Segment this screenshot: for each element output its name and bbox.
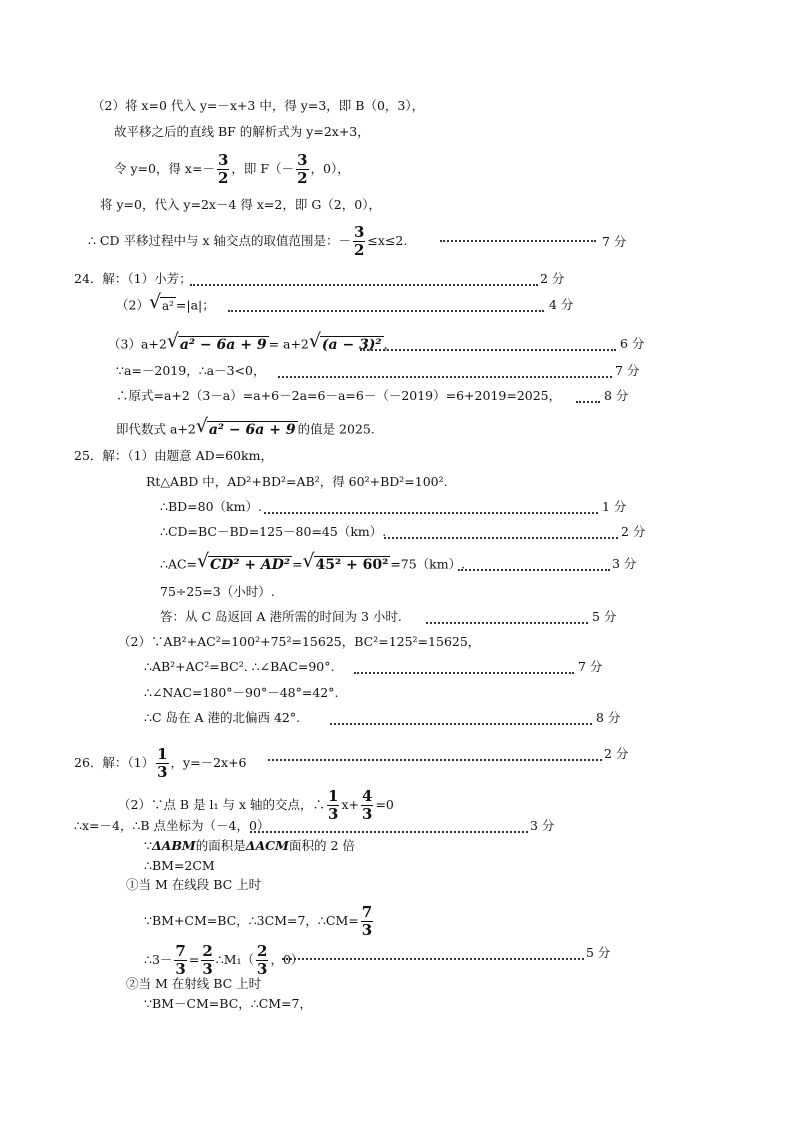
solution-line: （3）a+2√ a² − 6a + 9 = a+2√ (a − 3)² ， xyxy=(108,336,396,354)
question-26-heading: 26．解：（1） $\frac{1}{3}$ ，y=－2x+6 xyxy=(74,745,247,781)
dotted-leader xyxy=(384,537,618,539)
score-mark: 6 分 xyxy=(620,336,645,351)
solution-line: 令 y=0，得 x=－ $\frac{3}{2}$ ，即 F（－ $\frac{3}{2}$ ，0）， xyxy=(114,151,350,187)
fraction: $\frac{7}{3}$ xyxy=(175,942,186,978)
solution-line: ①当 M 在线段 BC 上时 xyxy=(126,877,262,892)
fraction: $\frac{1}{3}$ xyxy=(328,787,339,823)
question-24-heading: 24．解：（1）小芳； xyxy=(74,271,192,286)
fraction: $\frac{2}{3}$ xyxy=(202,942,213,978)
dotted-leader xyxy=(250,831,528,833)
radical: √ CD² + AD² xyxy=(199,556,292,574)
score-mark: 7 分 xyxy=(615,363,640,378)
fraction: $\frac{3}{2}$ xyxy=(217,151,229,187)
solution-line: （2）∵点 B 是 l₁ 与 x 轴的交点，∴ $\frac{1}{3}$ x+ $\frac{4}{3}$ =0 xyxy=(118,787,394,823)
score-mark: 3 分 xyxy=(612,556,637,571)
solution-line: ∴原式=a+2（3－a）=a+6－2a=6－a=6－（－2019）=6+2019=2025， xyxy=(116,388,562,403)
solution-line: ∴CD=BC－BD=125－80=45（km）. xyxy=(160,524,387,539)
solution-line: ∴AC=√ CD² + AD² =√ 45² + 60² =75（km）. xyxy=(160,556,465,574)
solution-line: 75÷25=3（小时）. xyxy=(160,584,275,599)
solution-line: 答：从 C 岛返回 A 港所需的时间为 3 小时. xyxy=(160,609,402,624)
solution-line: ∴∠NAC=180°－90°－48°=42°. xyxy=(144,685,339,700)
score-mark: 5 分 xyxy=(586,945,611,960)
solution-line: ∴BD=80（km）. xyxy=(160,499,262,514)
solution-line: 即代数式 a+2√ a² − 6a + 9 的值是 2025. xyxy=(116,421,375,439)
score-mark: 7 分 xyxy=(578,659,603,674)
dotted-leader xyxy=(458,569,610,571)
dotted-leader xyxy=(576,401,600,403)
score-mark: 8 分 xyxy=(596,710,621,725)
score-mark: 2 分 xyxy=(604,746,629,761)
question-25-heading: 25．解：（1）由题意 AD=60km， xyxy=(74,448,273,463)
score-mark: 2 分 xyxy=(540,271,565,286)
dotted-leader xyxy=(228,310,544,312)
radical: √ (a − 3)² xyxy=(311,336,384,354)
dotted-leader xyxy=(354,672,574,674)
solution-line: （2）√ a² =|a|； xyxy=(116,297,215,315)
radical: √ a² xyxy=(151,297,176,315)
dotted-leader xyxy=(360,349,616,351)
fraction: $\frac{2}{3}$ xyxy=(257,942,268,978)
dotted-leader xyxy=(278,376,612,378)
score-mark: 4 分 xyxy=(549,297,574,312)
solution-line: 故平移之后的直线 BF 的解析式为 y=2x+3， xyxy=(114,124,370,139)
fraction: $\frac{1}{3}$ xyxy=(157,745,168,781)
solution-line: ∴C 岛在 A 港的北偏西 42°. xyxy=(144,710,301,725)
dotted-leader xyxy=(426,622,588,624)
score-mark: 3 分 xyxy=(530,818,555,833)
dotted-leader xyxy=(264,512,598,514)
score-mark: 7 分 xyxy=(602,234,627,249)
solution-line: 将 y=0，代入 y=2x－4 得 x=2，即 G（2，0）， xyxy=(100,197,381,212)
solution-line: ∵ΔABM的面积是ΔACM面积的 2 倍 xyxy=(144,838,355,853)
solution-line: ∵BM+CM=BC，∴3CM=7，∴CM= $\frac{7}{3}$ xyxy=(144,903,373,939)
score-mark: 8 分 xyxy=(604,388,629,403)
radical: √ a² − 6a + 9 xyxy=(198,421,298,439)
solution-line: ∴BM=2CM xyxy=(144,858,215,873)
solution-line: （2）将 x=0 代入 y=－x+3 中，得 y=3，即 B（0，3）， xyxy=(92,98,425,113)
solution-line: ∴AB²+AC²=BC². ∴∠BAC=90°. xyxy=(144,659,335,674)
solution-line: ∴x=－4，∴B 点坐标为（－4，0） xyxy=(74,818,270,833)
dotted-leader xyxy=(282,958,584,960)
fraction: $\frac{4}{3}$ xyxy=(362,787,373,823)
fraction: $\frac{3}{2}$ xyxy=(297,151,308,187)
solution-line: ∵a=－2019，∴a－3<0， xyxy=(116,363,266,378)
dotted-leader xyxy=(440,240,596,242)
fraction: $\frac{7}{3}$ xyxy=(361,903,373,939)
dotted-leader xyxy=(190,284,538,286)
fraction: $\frac{3}{2}$ xyxy=(353,223,365,259)
radical: √ a² − 6a + 9 xyxy=(169,336,269,354)
dotted-leader xyxy=(268,759,602,761)
score-mark: 2 分 xyxy=(621,524,646,539)
score-mark: 5 分 xyxy=(592,609,617,624)
score-mark: 1 分 xyxy=(602,499,627,514)
radical: √ 45² + 60² xyxy=(305,556,391,574)
solution-line: ②当 M 在射线 BC 上时 xyxy=(126,976,262,991)
solution-line: （2）∵AB²+AC²=100²+75²=15625，BC²=125²=15625， xyxy=(118,634,481,649)
solution-line: ∵BM－CM=BC，∴CM=7， xyxy=(144,996,312,1011)
solution-line: ∴3－ $\frac{7}{3}$ = $\frac{2}{3}$ ∴M₁（ $\frac{2}{3}$ ，0） xyxy=(144,942,304,978)
dotted-leader xyxy=(330,723,592,725)
solution-line: Rt△ABD 中，AD²+BD²=AB²，得 60²+BD²=100². xyxy=(146,474,448,489)
solution-line: ∴ CD 平移过程中与 x 轴交点的取值范围是：－ $\frac{3}{2}$ ≤x≤2. xyxy=(88,223,408,259)
